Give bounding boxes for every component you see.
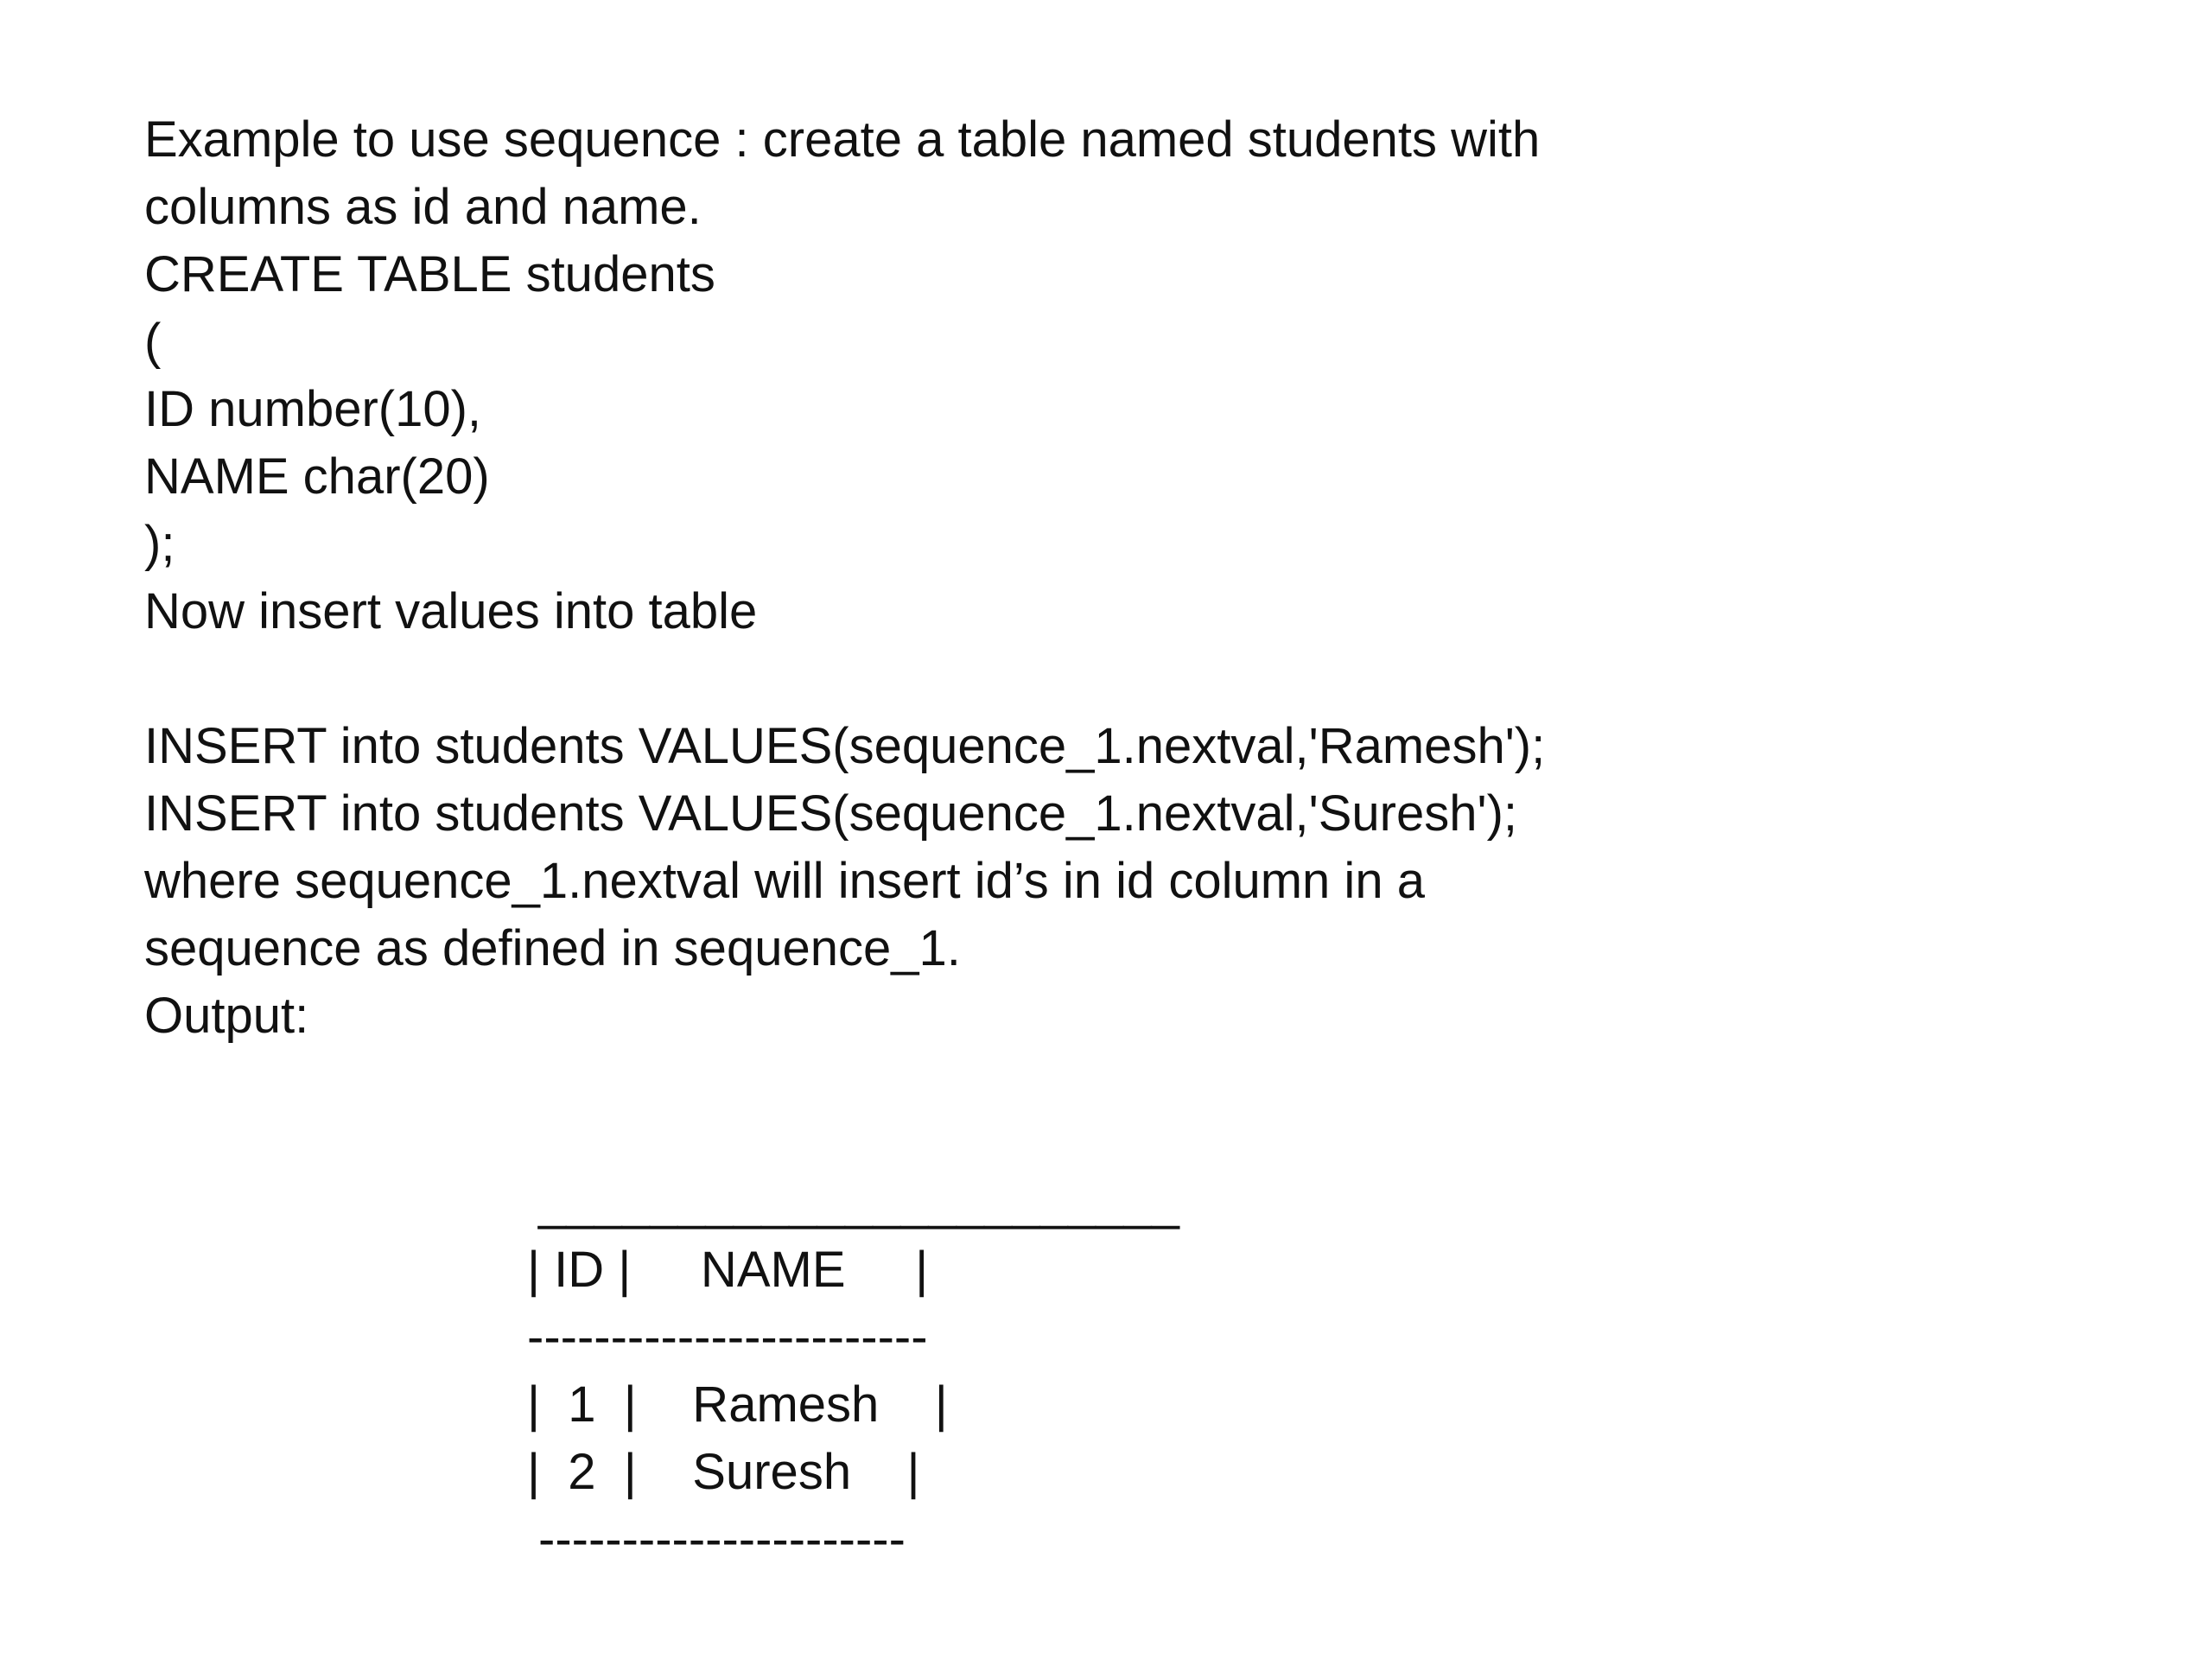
text-insert-intro: Now insert values into table [144, 583, 758, 639]
text-line-2: columns as id and name. [144, 179, 702, 235]
code-insert-suresh: INSERT into students VALUES(sequence_1.nextval,'Suresh'); [144, 785, 1517, 842]
text-output-label: Output: [144, 988, 309, 1044]
output-table-header-row: | ID | NAME | [527, 1242, 929, 1298]
text-explanation-2: sequence as defined in sequence_1. [144, 920, 961, 976]
output-table-row: | 2 | Suresh | [527, 1444, 920, 1500]
output-table-header-separator: ------------------------ [527, 1309, 928, 1365]
output-table-row: | 1 | Ramesh | [527, 1376, 948, 1433]
code-insert-ramesh: INSERT into students VALUES(sequence_1.nextval,'Ramesh'); [144, 718, 1546, 774]
code-create-table: CREATE TABLE students [144, 246, 715, 302]
code-id-column: ID number(10), [144, 381, 482, 437]
code-close-paren: ); [144, 516, 175, 572]
code-name-column: NAME char(20) [144, 448, 490, 505]
text-explanation-1: where sequence_1.nextval will insert id’s in id column in a [144, 853, 1425, 909]
text-line-1: Example to use sequence : create a table named students with [144, 111, 1541, 168]
code-open-paren: ( [144, 314, 162, 370]
output-table-bottom-border: ---------------------- [538, 1511, 906, 1567]
output-table-top-border: _______________________ [538, 1174, 1179, 1230]
